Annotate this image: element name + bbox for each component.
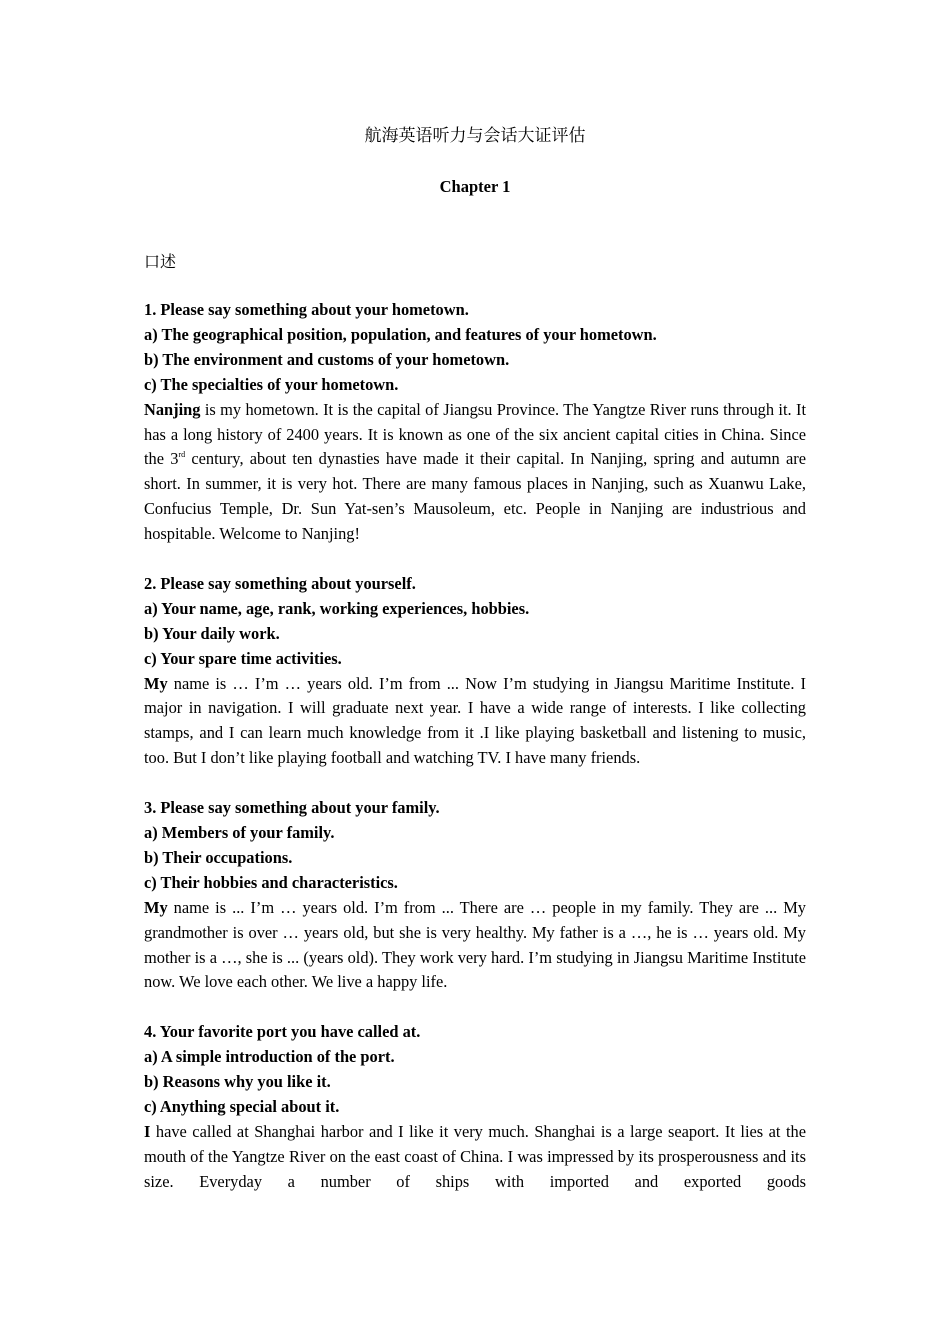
- question-sub-item: a) A simple introduction of the port.: [144, 1047, 395, 1067]
- answer-lead-word: I: [144, 1121, 151, 1141]
- paragraph-gap: [144, 547, 806, 572]
- question-heading: 2. Please say something about yourself.: [144, 573, 416, 593]
- answer-lead-word: My: [144, 673, 168, 693]
- question-sub-item: b) Their occupations.: [144, 847, 293, 867]
- answer-lead-word: Nanjing: [144, 399, 201, 419]
- answer-lead-word: My: [144, 897, 168, 917]
- question-sub-item: c) The specialties of your hometown.: [144, 374, 399, 394]
- question-block: [144, 1020, 806, 1194]
- question-sub-item: b) The environment and customs of your hometown.: [144, 349, 510, 369]
- section-label: 口述: [144, 252, 177, 271]
- answer-text: name is … I’m … years old. I’m from ... Now I’m studying in Jiangsu Maritime Institute. I major in navigation. I will graduate next year. I have a wide range of interests. I like collecting stamps, and I can learn much knowledge from it .I like playing basketball and listening to music, too. But I don’t like playing football and watching TV. I have many friends.: [144, 673, 806, 768]
- paragraph-gap: [144, 995, 806, 1020]
- question-heading: 3. Please say something about your family.: [144, 798, 440, 818]
- question-sub-item: a) The geographical position, population, and features of your hometown.: [144, 324, 657, 344]
- document-body: [144, 298, 806, 1195]
- answer-text: name is ... I’m … years old. I’m from ... There are … people in my family. They are ... My grandmother is over … years old, but she is very healthy. My father is a …, he is … years old. My mother is a …, she is ... (years old). They work very hard. I’m studying in Jiangsu Maritime Institute now. We love each other. We live a happy life.: [144, 897, 806, 992]
- ordinal-superscript: rd: [178, 450, 186, 460]
- question-heading: 1. Please say something about your hometown.: [144, 300, 469, 319]
- answer-text: is my hometown. It is the capital of Jiangsu Province. The Yangtze River runs through it. It has a long history of 2400 years. It is known as one of the six ancient capital cities in China. Since the 3: [144, 399, 806, 469]
- document-title: 航海英语听力与会话大证评估: [364, 126, 586, 146]
- answer-text: century, about ten dynasties have made it their capital. In Nanjing, spring and autumn are short. In summer, it is very hot. There are many famous places in Nanjing, such as Xuanwu Lake, Confucius Temple, Dr. Sun Yat-sen’s Mausoleum, etc. People in Nanjing are industrious and hospitable. Welcome to Nanjing!: [144, 449, 806, 544]
- question-block: [144, 796, 806, 995]
- question-block: [144, 298, 806, 547]
- question-heading: 4. Your favorite port you have called at.: [144, 1022, 421, 1042]
- question-sub-item: a) Members of your family.: [144, 823, 335, 842]
- question-sub-item: b) Your daily work.: [144, 623, 280, 643]
- question-sub-item: c) Your spare time activities.: [144, 648, 342, 668]
- answer-paragraph: [144, 398, 806, 547]
- question-sub-item: c) Anything special about it.: [144, 1096, 340, 1116]
- answer-paragraph: [144, 672, 806, 772]
- question-block: [144, 572, 806, 771]
- answer-paragraph: [144, 896, 806, 996]
- question-sub-item: b) Reasons why you like it.: [144, 1072, 331, 1092]
- question-sub-item: c) Their hobbies and characteristics.: [144, 872, 398, 892]
- question-sub-item: a) Your name, age, rank, working experiences, hobbies.: [144, 598, 530, 618]
- answer-paragraph: [144, 1120, 806, 1195]
- chapter-heading: Chapter 1: [439, 177, 511, 196]
- answer-text: have called at Shanghai harbor and I like it very much. Shanghai is a large seaport. It lies at the mouth of the Yangtze River on the east coast of China. I was impressed by its prosperousness and its size. Everyday a number of ships with imported and exported goods: [144, 1121, 806, 1191]
- paragraph-gap: [144, 771, 806, 796]
